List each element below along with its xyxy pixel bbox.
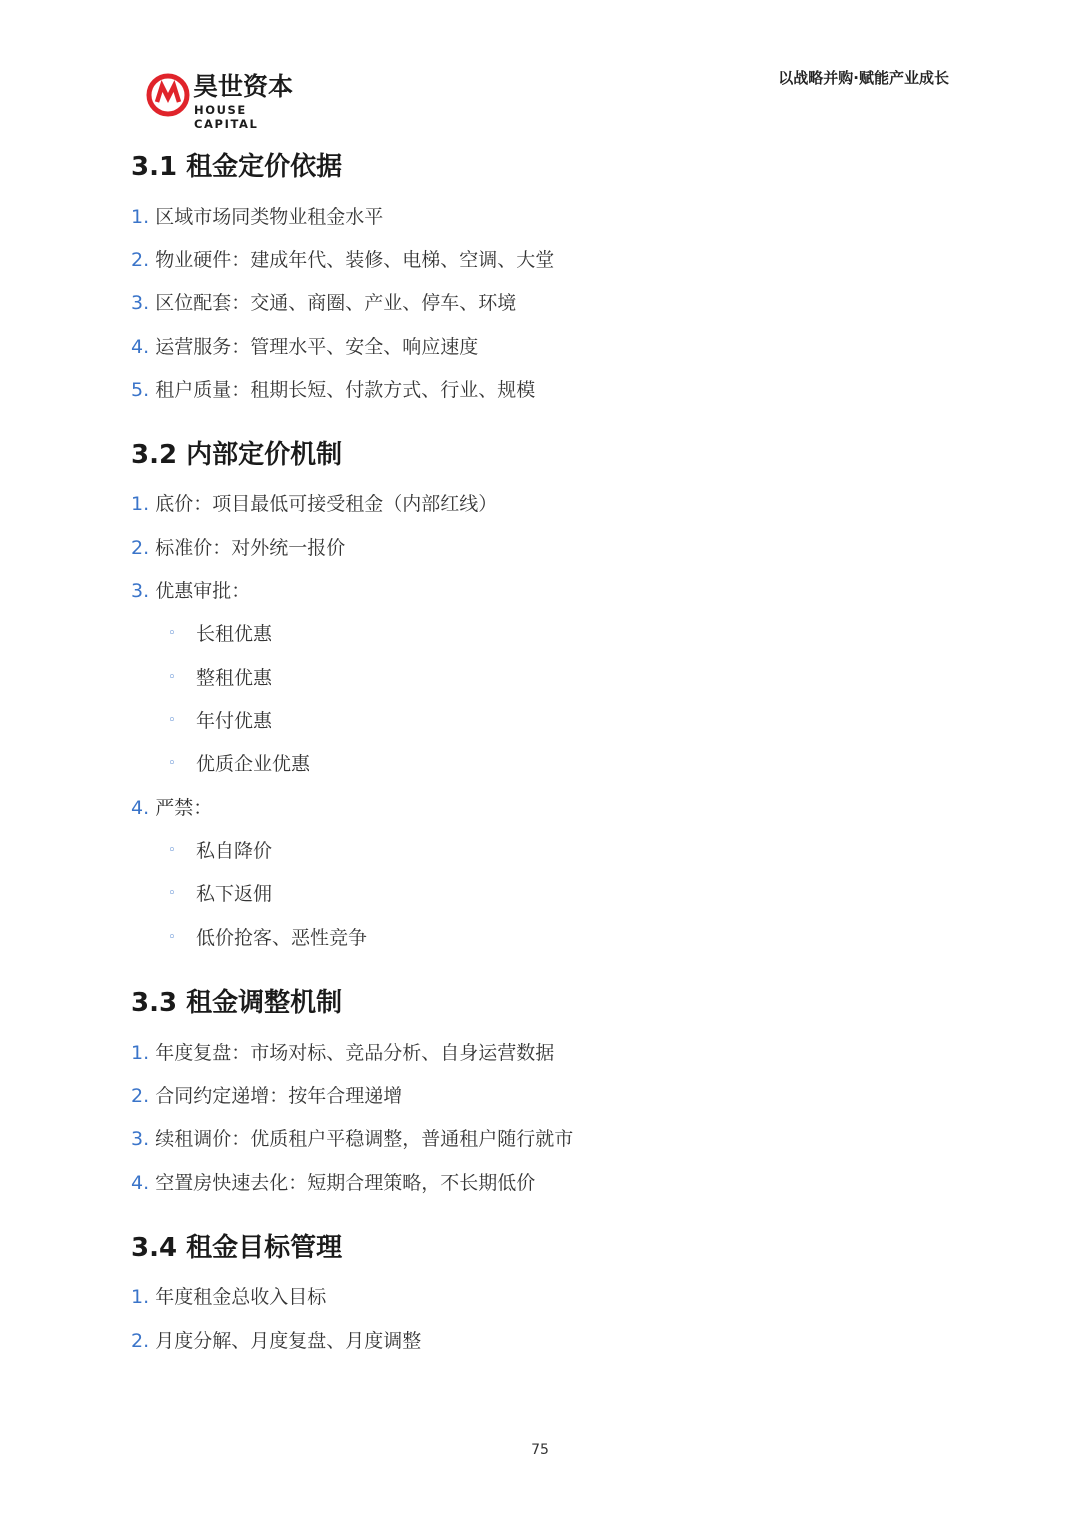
sub-list-item xyxy=(168,751,310,777)
list-text: 合同约定递增：按年合理递增 xyxy=(155,1085,403,1107)
list-item xyxy=(131,535,345,561)
circle-bullet-icon: ◦ xyxy=(168,626,176,641)
logo-english-text: HOUSE CAPITAL xyxy=(194,103,259,131)
list-text: 年度租金总收入目标 xyxy=(155,1286,327,1308)
circle-bullet-icon: ◦ xyxy=(168,713,176,728)
list-number: 4. xyxy=(131,336,150,358)
list-number: 3. xyxy=(131,292,150,314)
page-number: 75 xyxy=(531,1442,549,1458)
list-text: 空置房快速去化：短期合理策略，不长期低价 xyxy=(155,1172,536,1194)
list-number: 2. xyxy=(131,1085,150,1107)
list-number: 3. xyxy=(131,1128,150,1150)
sub-list-item xyxy=(168,838,272,864)
list-number: 1. xyxy=(131,493,150,515)
circle-bullet-icon: ◦ xyxy=(168,756,176,771)
list-item xyxy=(131,377,535,403)
sub-list-text: 私下返佣 xyxy=(196,883,273,905)
sub-list-text: 低价抢客、恶性竞争 xyxy=(196,927,368,949)
list-text: 标准价：对外统一报价 xyxy=(155,537,346,559)
list-text: 区域市场同类物业租金水平 xyxy=(155,206,384,228)
list-text: 优惠审批： xyxy=(155,580,251,602)
list-text: 租户质量：租期长短、付款方式、行业、规模 xyxy=(155,379,536,401)
circle-bullet-icon: ◦ xyxy=(168,670,176,685)
circle-bullet-icon: ◦ xyxy=(168,843,176,858)
list-text: 运营服务：管理水平、安全、响应速度 xyxy=(155,336,479,358)
sub-list-text: 长租优惠 xyxy=(196,623,273,645)
sub-list-item xyxy=(168,925,367,951)
sub-list-item xyxy=(168,881,272,907)
list-number: 1. xyxy=(131,1042,150,1064)
list-text: 物业硬件：建成年代、装修、电梯、空调、大堂 xyxy=(155,249,555,271)
list-item xyxy=(131,795,212,821)
list-item xyxy=(131,1083,402,1109)
sub-list-text: 优质企业优惠 xyxy=(196,753,311,775)
header-tagline: 以战略并购·赋能产业成长 xyxy=(778,69,949,87)
list-text: 续租调价：优质租户平稳调整，普通租户随行就市 xyxy=(155,1128,574,1150)
sub-list-item xyxy=(168,708,272,734)
list-number: 2. xyxy=(131,537,150,559)
list-item xyxy=(131,578,250,604)
list-number: 5. xyxy=(131,379,150,401)
sub-list-text: 整租优惠 xyxy=(196,667,273,689)
sub-list-text: 年付优惠 xyxy=(196,710,273,732)
company-logo xyxy=(145,72,315,131)
section-title: 3.2 内部定价机制 xyxy=(131,440,343,470)
list-item xyxy=(131,247,554,273)
logo-chinese-text: 昊世资本 xyxy=(193,72,294,101)
list-number: 4. xyxy=(131,1172,150,1194)
list-number: 1. xyxy=(131,206,150,228)
list-item xyxy=(131,1170,535,1196)
section-title: 3.3 租金调整机制 xyxy=(131,988,343,1018)
list-item xyxy=(131,1284,326,1310)
list-text: 底价：项目最低可接受租金（内部红线） xyxy=(155,493,498,515)
list-item xyxy=(131,1328,421,1354)
list-item xyxy=(131,1126,573,1152)
sub-list-item xyxy=(168,665,272,691)
list-number: 4. xyxy=(131,797,150,819)
list-text: 严禁： xyxy=(155,797,213,819)
sub-list-text: 私自降价 xyxy=(196,840,273,862)
list-text: 区位配套：交通、商圈、产业、停车、环境 xyxy=(155,292,517,314)
circle-bullet-icon: ◦ xyxy=(168,886,176,901)
list-item xyxy=(131,290,516,316)
list-number: 2. xyxy=(131,1330,150,1352)
circle-bullet-icon: ◦ xyxy=(168,930,176,945)
list-text: 年度复盘：市场对标、竞品分析、自身运营数据 xyxy=(155,1042,555,1064)
list-item xyxy=(131,491,497,517)
section-title: 3.4 租金目标管理 xyxy=(131,1233,343,1263)
section-title: 3.1 租金定价依据 xyxy=(131,152,343,182)
list-item xyxy=(131,334,478,360)
sub-list-item xyxy=(168,621,272,647)
list-number: 3. xyxy=(131,580,150,602)
list-number: 2. xyxy=(131,249,150,271)
list-number: 1. xyxy=(131,1286,150,1308)
list-item xyxy=(131,1040,554,1066)
logo-mark-icon xyxy=(145,72,191,118)
list-item xyxy=(131,204,383,230)
list-text: 月度分解、月度复盘、月度调整 xyxy=(155,1330,422,1352)
